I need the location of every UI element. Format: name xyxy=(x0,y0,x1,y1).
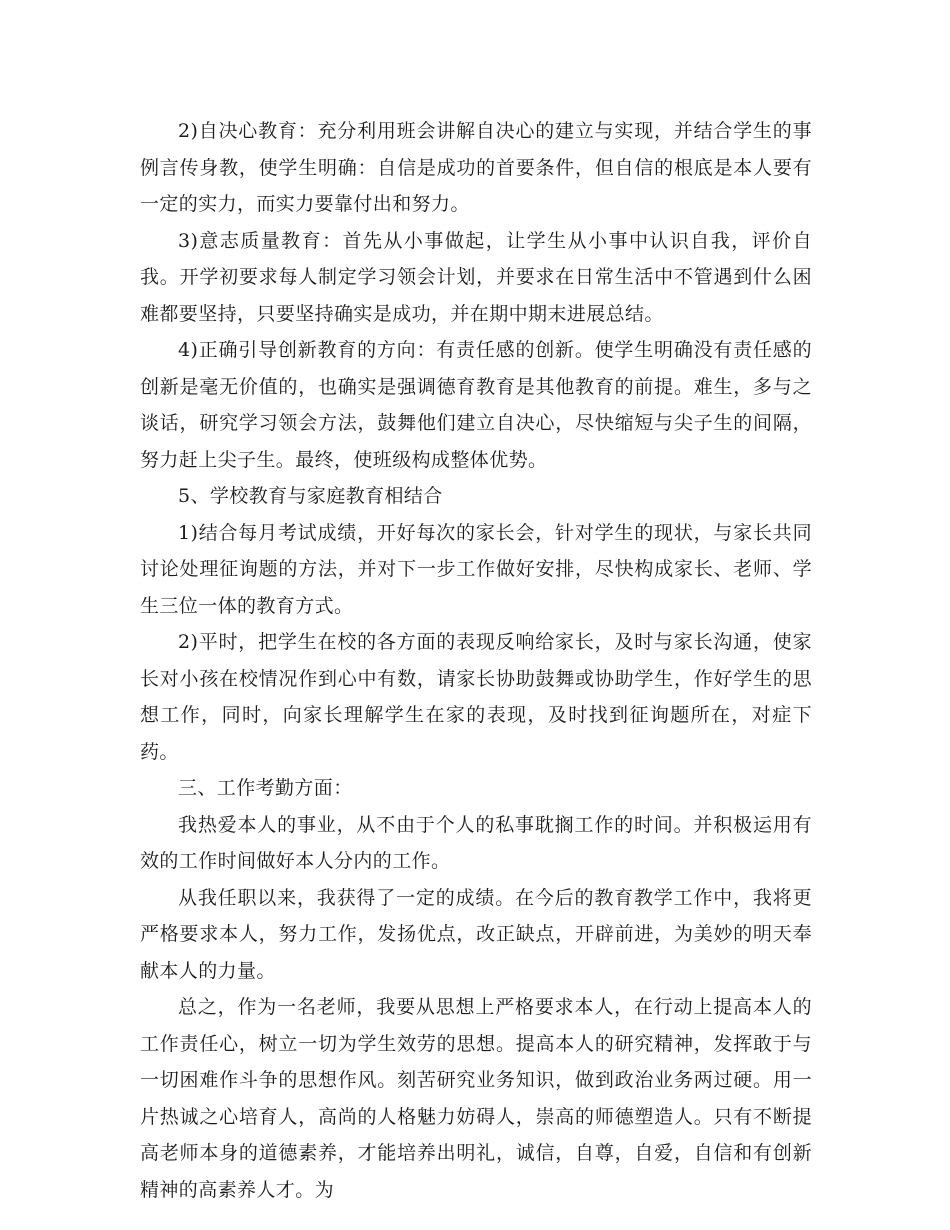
paragraph-parent-meetings: 1)结合每月考试成绩，开好每次的家长会，针对学生的现状，与家长共同讨论处理征询题的方法，并对下一步工作做好安排，尽快构成家长、老师、学生三位一体的教育方式。 xyxy=(140,521,812,617)
paragraph-attendance: 我热爱本人的事业，从不由于个人的私事耽搁工作的时间。并积极运用有效的工作时间做好本人分内的工作。 xyxy=(140,813,812,872)
paragraph-self-confidence-education: 2)自决心教育：充分利用班会讲解自决心的建立与实现，并结合学生的事例言传身教，使学生明确：自信是成功的首要条件，但自信的根底是本人要有一定的实力，而实力要靠付出和努力。 xyxy=(140,120,812,215)
paragraph-innovation-education: 4)正确引导创新教育的方向：有责任感的创新。使学生明确没有责任感的创新是毫无价值的，也确实是强调德育教育是其他教育的前提。难生，多与之谈话，研究学习领会方法，鼓舞他们建立自决心，尽快缩短与尖子生的间隔，努力赶上尖子生。最终，使班级构成整体优势。 xyxy=(140,339,812,471)
paragraph-willpower-education: 3)意志质量教育：首先从小事做起，让学生从小事中认识自我，评价自我。开学初要求每人制定学习领会计划，并要求在日常生活中不管遇到什么困难都要坚持，只要坚持确实是成功，并在期中期末进展总结。 xyxy=(140,229,812,325)
paragraph-parent-communication: 2)平时，把学生在校的各方面的表现反响给家长，及时与家长沟通，使家长对小孩在校情况作到心中有数，请家长协助鼓舞或协助学生，作好学生的思想工作，同时，向家长理解学生在家的表现，及时找到征询题所在，对症下药。 xyxy=(140,631,812,763)
section-heading-school-family: 5、学校教育与家庭教育相结合 xyxy=(178,485,443,507)
document-body xyxy=(140,113,812,1208)
section-heading-attendance: 三、工作考勤方面： xyxy=(178,777,353,799)
paragraph-achievements: 从我任职以来，我获得了一定的成绩。在今后的教育教学工作中，我将更严格要求本人，努力工作，发扬优点，改正缺点，开辟前进，为美妙的明天奉献本人的力量。 xyxy=(140,886,812,982)
paragraph-conclusion: 总之，作为一名老师，我要从思想上严格要求本人，在行动上提高本人的工作责任心，树立一切为学生效劳的思想。提高本人的研究精神，发挥敢于与一切困难作斗争的思想作风。刻苦研究业务知识，做到政治业务两过硬。用一片热诚之心培育人，高尚的人格魅力妨碍人，崇高的师德塑造人。只有不断提高老师本身的道德素养，才能培养出明礼，诚信，自尊，自爱，自信和有创新精神的高素养人才。为 xyxy=(140,996,812,1201)
